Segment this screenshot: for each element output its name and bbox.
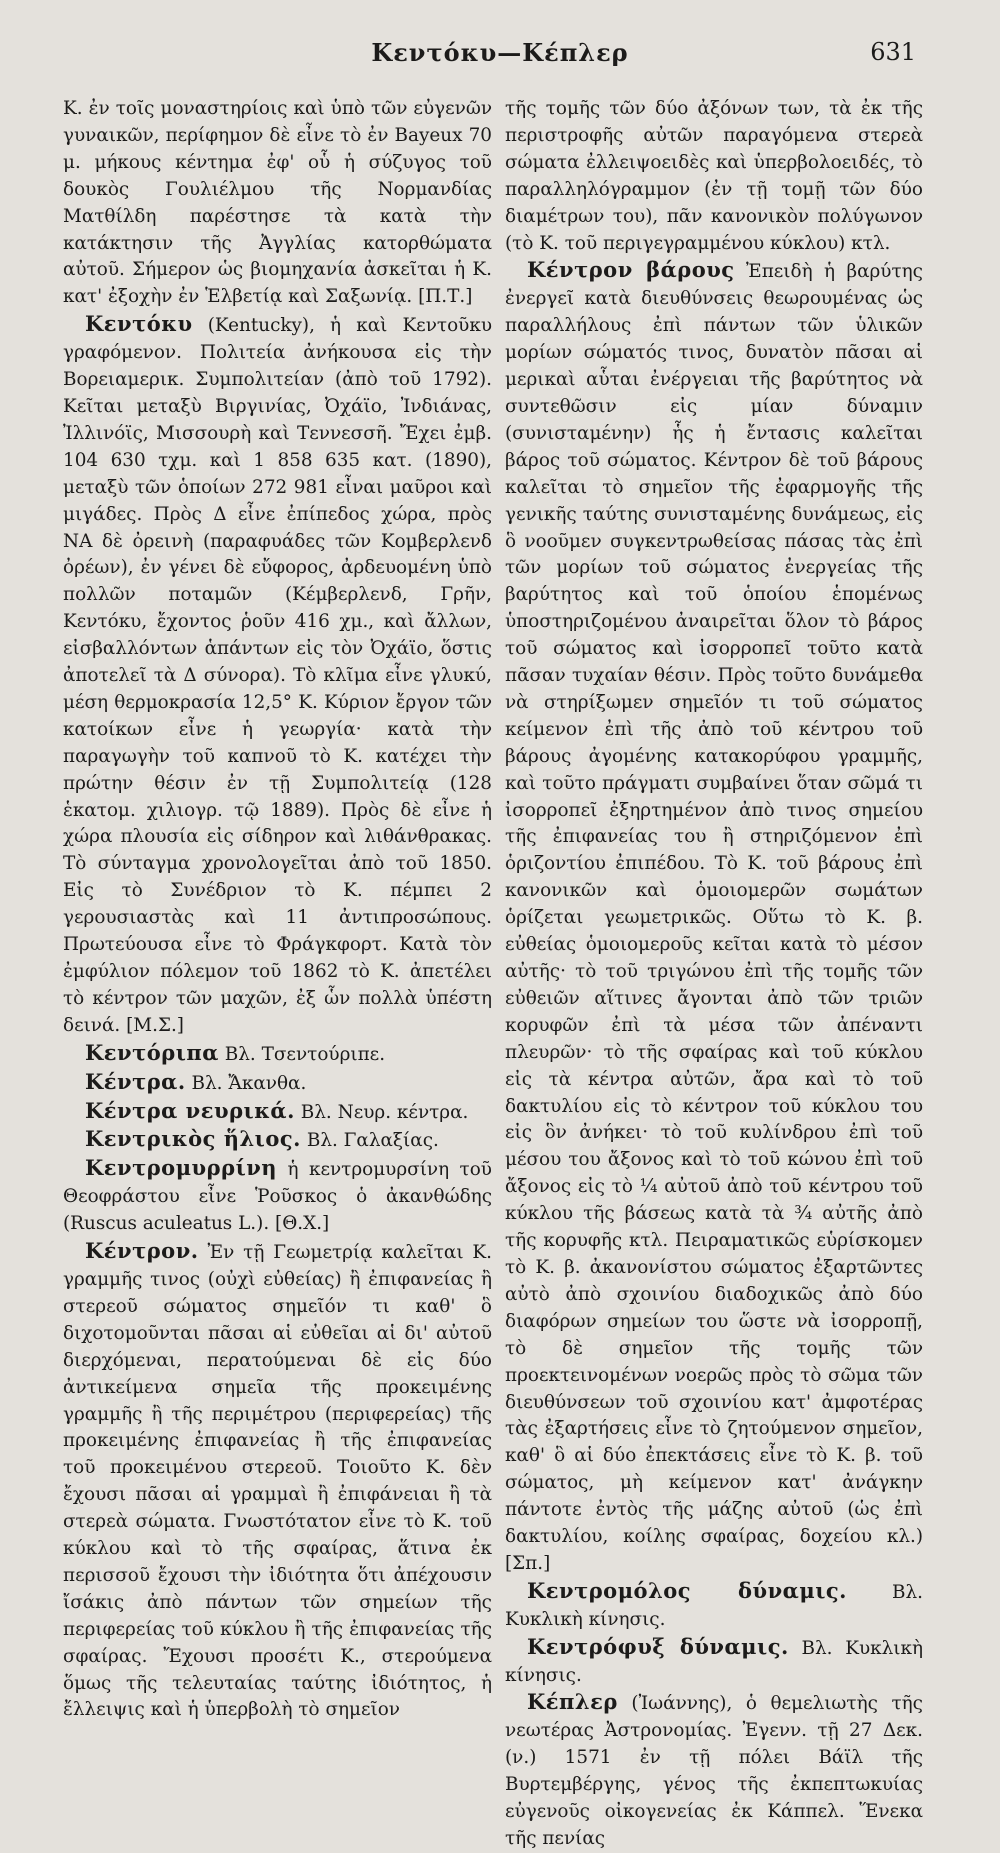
dictionary-entry bbox=[505, 1689, 923, 1852]
running-head-title: Κεντόκυ—Κέπλερ bbox=[371, 38, 629, 67]
entry-text: ἡ κεντρομυρσίνη τοῦ Θεοφράστου εἶνε Ῥοῦσκος ὁ ἀκανθώδης (Ruscus aculeatus L.). [Θ.Χ.] bbox=[63, 1159, 492, 1235]
entry-text: Βλ. Κυκλικὴ κίνησις. bbox=[505, 1637, 923, 1686]
entry-headword: Κεντόριπα bbox=[85, 1039, 219, 1065]
entry-text: Βλ. Γαλαξίας. bbox=[306, 1130, 439, 1152]
dictionary-entry bbox=[505, 1578, 923, 1634]
entry-text: Βλ. Ἄκανθα. bbox=[191, 1072, 307, 1094]
dictionary-entry bbox=[63, 1040, 492, 1069]
entry-text: Βλ. Κυκλικὴ κίνησις. bbox=[505, 1581, 923, 1630]
page-number: 631 bbox=[870, 38, 916, 66]
entry-headword: Κέντρον. bbox=[85, 1238, 199, 1264]
entry-text: Ἐν τῇ Γεωμετρίᾳ καλεῖται Κ. γραμμῆς τινος (οὐχὶ εὐθείας) ἢ ἐπιφανείας ἢ στερεοῦ σώματος σημεῖόν τι καθ' ὃ διχοτομοῦνται πᾶσαι αἱ εὐθεῖαι αἱ δι' αὐτοῦ διερχόμεναι, περατούμεναι δὲ εἰς δύο ἀντικείμενα σημεῖα τῆς προκειμένης γραμμῆς ἢ τῆς περιμέτρου (περιφερείας) τῆς προκειμένης ἐπιφανείας ἢ τῆς ἐπιφανείας τοῦ προκειμένου στερεοῦ. Τοιοῦτο Κ. δὲν ἔχουσι πᾶσαι αἱ γραμμαὶ ἢ ἐπιφάνειαι ἢ τὰ στερεὰ σώματα. Γνωστότατον εἶνε τὸ Κ. τοῦ κύκλου καὶ τὸ τῆς σφαίρας, ἅτινα ἐκ περισσοῦ ἔχουσι τὴν ἰδιότητα ὅτι ἀπέχουσιν ἴσάκις ἀπὸ πάντων τῶν σημείων τῆς περιφερείας τοῦ κύκλου ἢ τῆς ἐπιφανείας τῆς σφαίρας. Ἔχουσι προσέτι Κ., στερούμενα ὅμως τῆς τελευταίας ταύτης ἰδιότητος, ἡ ἔλλειψις καὶ ἡ ὑπερβολὴ τὸ σημεῖον bbox=[63, 1242, 492, 1721]
dictionary-entry bbox=[63, 1098, 492, 1127]
entry-headword: Κεντόκυ bbox=[85, 311, 193, 337]
dictionary-entry bbox=[63, 1069, 492, 1098]
entry-text: Κ. ἐν τοῖς μοναστηρίοις καὶ ὑπὸ τῶν εὐγενῶν γυναικῶν, περίφημον δὲ εἶνε τὸ ἐν Bayeux 70 μ. μήκους κέντημα ἐφ' οὗ ἡ σύζυγος τοῦ δουκὸς Γουλιέλμου τῆς Νορμανδίας Ματθίλδη παρέστησε τὰ κατὰ τὴν κατάκτησιν τῆς Ἀγγλίας κατορθώματα αὐτοῦ. Σήμερον ὡς βιομηχανία ἀσκεῖται ἡ Κ. κατ' ἐξοχὴν ἐν Ἑλβετίᾳ καὶ Σαξωνίᾳ. [Π.Τ.] bbox=[63, 98, 492, 308]
entry-headword: Κεντρομόλος δύναμις. bbox=[527, 1577, 847, 1603]
dictionary-entry bbox=[63, 1155, 492, 1238]
dictionary-entry bbox=[63, 1238, 492, 1724]
entry-text: (Ἰωάννης), ὁ θεμελιωτὴς τῆς νεωτέρας Ἀστρονομίας. Ἐγενν. τῇ 27 Δεκ. (ν.) 1571 ἐν τῇ πόλει Βάϊλ τῆς Βυρτεμβέργης, γένος τῆς ἐκπεπτωκυίας εὐγενοῦς οἰκογενείας ἐκ Κάππελ. Ἕνεκα τῆς πενίας bbox=[505, 1693, 923, 1849]
entry-text: (Kentucky), ἡ καὶ Κεντοῦκυ γραφόμενον. Πολιτεία ἀνήκουσα εἰς τὴν Βορειαμερικ. Συμπολιτείαν (ἀπὸ τοῦ 1792). Κεῖται μεταξὺ Βιργινίας, Ὀχάϊο, Ἰνδιάνας, Ἰλλινόϊς, Μισσουρὴ καὶ Τεννεσσῆ. Ἔχει ἐμβ. 104 630 τχμ. καὶ 1 858 635 κατ. (1890), μεταξὺ τῶν ὁποίων 272 981 εἶναι μαῦροι καὶ μιγάδες. Πρὸς Δ εἶνε ἐπίπεδος χώρα, πρὸς ΝΑ δὲ ὀρεινὴ (παραφυάδες τῶν Κομβερλενδ ὀρέων), ἐν γένει δὲ εὔφορος, ἀρδευομένη ὑπὸ πολλῶν ποταμῶν (Κέμβερλενδ, Γρῆν, Κεντόκυ, ἔχοντος ῥοῦν 416 χμ., καὶ ἄλλων, εἰσβαλλόντων ἁπάντων εἰς τὸν Ὀχάϊο, ὅστις ἀποτελεῖ τὰ Δ σύνορα). Τὸ κλῖμα εἶνε γλυκύ, μέση θερμοκρασία 12,5° Κ. Κύριον ἔργον τῶν κατοίκων εἶνε ἡ γεωργία· κατὰ τὴν παραγωγὴν τοῦ καπνοῦ τὸ Κ. κατέχει τὴν πρώτην θέσιν ἐν τῇ Συμπολιτείᾳ (128 ἑκατομ. χιλιογρ. τῷ 1889). Πρὸς δὲ εἶνε ἡ χώρα πλουσία εἰς σίδηρον καὶ λιθάνθρακας. Τὸ σύνταγμα χρονολογεῖται ἀπὸ τοῦ 1850. Εἰς τὸ Συνέδριον τὸ Κ. πέμπει 2 γερουσιαστὰς καὶ 11 ἀντιπροσώπους. Πρωτεύουσα εἶνε τὸ Φράγκφορτ. Κατὰ τὸν ἐμφύλιον πόλεμον τοῦ 1862 τὸ Κ. ἀπετέλει τὸ κέντρον τῶν μαχῶν, ἐξ ὧν πολλὰ ὑπέστη δεινά. [Μ.Σ.] bbox=[63, 315, 492, 1036]
dictionary-entry bbox=[505, 96, 923, 257]
entry-headword: Κέντρον βάρους bbox=[527, 257, 735, 283]
entry-text: Βλ. Τσεντούριπε. bbox=[224, 1043, 386, 1065]
dictionary-entry bbox=[505, 1634, 923, 1690]
dictionary-entry bbox=[505, 257, 923, 1577]
right-column bbox=[505, 96, 923, 1849]
dictionary-entry bbox=[63, 1126, 492, 1155]
entry-text: Ἐπειδὴ ἡ βαρύτης ἐνεργεῖ κατὰ διευθύνσεις θεωρουμένας ὡς παραλλήλους ἐπὶ πάντων τῶν ὑλικῶν μορίων σώματός τινος, δυνατὸν πᾶσαι αἱ μερικαὶ αὗται ἐνέργειαι τῆς βαρύτητος νὰ συντεθῶσιν εἰς μίαν δύναμιν (συνισταμένην) ἧς ἡ ἔντασις καλεῖται βάρος τοῦ σώματος. Κέντρον δὲ τοῦ βάρους καλεῖται τὸ σημεῖον τῆς ἐφαρμογῆς τῆς γενικῆς ταύτης συνισταμένης δυνάμεως, εἰς ὃ νοοῦμεν συγκεντρωθείσας πάσας τὰς ἐπὶ τῶν μορίων τοῦ σώματος ἐνεργείας τῆς βαρύτητος καὶ τοῦ ὁποίου ἑπομένως ὑποστηριζομένου ἀναιρεῖται ὅλον τὸ βάρος τοῦ σώματος καὶ ἰσορροπεῖ τοῦτο κατὰ πᾶσαν τυχαίαν θέσιν. Πρὸς τοῦτο δυνάμεθα νὰ στηρίξωμεν σημεῖόν τι τοῦ σώματος κείμενον ἐπὶ τῆς ἀπὸ τοῦ κέντρου τοῦ βάρους ἀγομένης κατακορύφου γραμμῆς, καὶ τοῦτο πράγματι συμβαίνει ὅταν σῶμά τι ἰσορροπεῖ ἐξηρτημένον ἀπὸ τινος σημείου τῆς ἐπιφανείας του ἢ στηριζόμενον ἐπὶ ὁριζοντίου ἐπιπέδου. Τὸ Κ. τοῦ βάρους ἐπὶ κανονικῶν καὶ ὁμοιομερῶν σωμάτων ὁρίζεται γεωμετρικῶς. Οὕτω τὸ Κ. β. εὐθείας ὁμοιομεροῦς κεῖται κατὰ τὸ μέσον αὐτῆς· τὸ τοῦ τριγώνου ἐπὶ τῆς τομῆς τῶν εὐθειῶν αἵτινες ἄγονται ἀπὸ τῶν τριῶν κορυφῶν ἐπὶ τὰ μέσα τῶν ἀπέναντι πλευρῶν· τὸ τῆς σφαίρας καὶ τοῦ κύκλου εἰς τὰ κέντρα αὐτῶν, ἄρα καὶ τὸ τοῦ δακτυλίου εἰς τὸ κέντρον τοῦ κύκλου του εἰς ὃν ἀνήκει· τὸ τοῦ κυλίνδρου ἐπὶ τοῦ μέσου του ἄξονος καὶ τὸ τοῦ κώνου ἐπὶ τοῦ ἄξονος εἰς τὸ ¼ αὐτοῦ ἀπὸ τοῦ κέντρου τοῦ κύκλου τῆς βάσεως κατὰ τὰ ¾ αὐτῆς ἀπὸ τῆς κορυφῆς κτλ. Πειραματικῶς εὑρίσκομεν τὸ Κ. β. ἀκανονίστου σώματος ἐξαρτῶντες αὐτὸ ἀπὸ σχοινίου διαδοχικῶς ἀπὸ δύο διαφόρων σημείων του ὥστε νὰ ἰσορροπῇ, τὸ δὲ σημεῖον τῆς τομῆς τῶν προεκτεινομένων νοερῶς πρὸς τὸ σῶμα τῶν διευθύνσεων τοῦ σχοινίου κατ' ἀμφοτέρας τὰς ἐξαρτήσεις εἶνε τὸ ζητούμενον σημεῖον, καθ' ὃ αἱ δύο ἐπεκτάσεις εἶνε τὸ Κ. β. τοῦ σώματος, μὴ κείμενον κατ' ἀνάγκην πάντοτε ἐντὸς τῆς μάζης αὐτοῦ (ὡς ἐπὶ δακτυλίου, κοίλης σφαίρας, δοχείου κλ.) [Σπ.] bbox=[505, 261, 923, 1574]
entry-headword: Κεντρόφυξ δύναμις. bbox=[527, 1633, 789, 1659]
entry-headword: Κέντρα. bbox=[85, 1068, 186, 1094]
entry-headword: Κέπλερ bbox=[527, 1689, 618, 1715]
dictionary-entry bbox=[63, 96, 492, 311]
left-column bbox=[63, 96, 492, 1721]
entry-text: Βλ. Νευρ. κέντρα. bbox=[300, 1101, 469, 1123]
dictionary-entry bbox=[63, 311, 492, 1039]
entry-headword: Κεντρικὸς ἥλιος. bbox=[85, 1126, 301, 1152]
entry-headword: Κεντρομυρρίνη bbox=[85, 1155, 278, 1181]
entry-text: τῆς τομῆς τῶν δύο ἀξόνων των, τὰ ἐκ τῆς περιστροφῆς αὐτῶν παραγόμενα στερεὰ σώματα ἐλλειψοειδὲς καὶ ὑπερβολοειδές, τὸ παραλληλόγραμμον (ἐν τῇ τομῇ τῶν δύο διαμέτρων του), πᾶν κανονικὸν πολύγωνον (τὸ Κ. τοῦ περιγεγραμμένου κύκλου) κτλ. bbox=[505, 98, 923, 254]
entry-headword: Κέντρα νευρικά. bbox=[85, 1097, 295, 1123]
running-head bbox=[0, 38, 1000, 78]
